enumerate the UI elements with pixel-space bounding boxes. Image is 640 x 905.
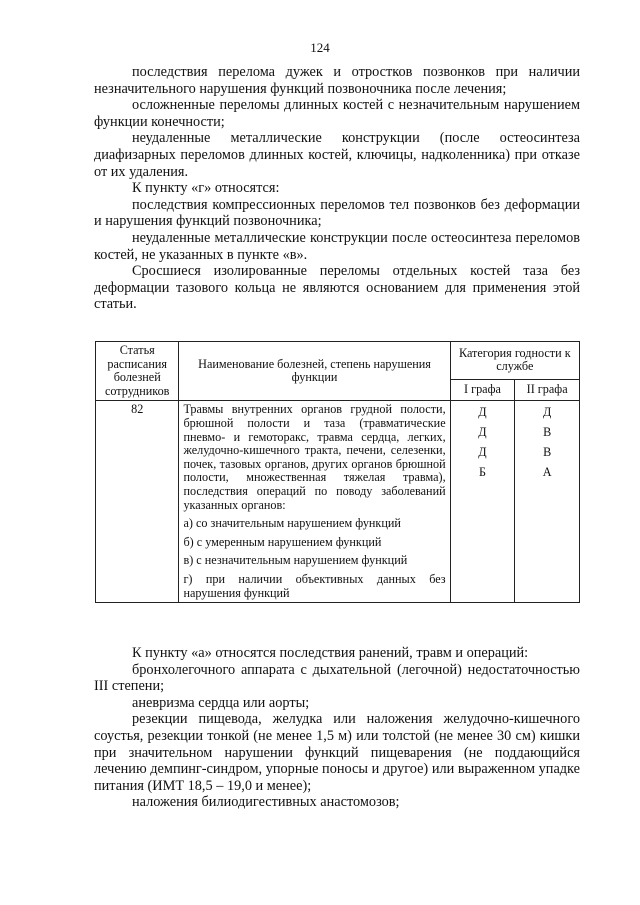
grade-cell: Д [478,405,487,420]
grade-cell: Д [478,444,487,459]
paragraph: К пункту «а» относятся последствия ранений, травм и операций: [132,645,529,661]
bottom-text-block [94,645,580,811]
subitem-v: в) с незначительным нарушением функций [183,553,408,568]
header-column-2: II графа [515,379,580,401]
paragraph: резекции пищевода, желудка или наложения желудочно-кишечного соустья, резекции тонкой (не менее 1,5 м) или толстой (не менее 30 см) кишки при значительном нарушении функций пищеварения (не поддающийся лечению демпинг-синдром, упорные поносы и другое) или выраженном упадке питания (ИМТ 18,5 – 19,0 и менее); [94,711,580,794]
header-article: Статья расписания болезней сотрудников [96,342,179,401]
grade-cell: Б [478,464,486,479]
subitem-g: г) при наличии объективных данных без нарушения функций [183,571,446,600]
column-2-grades [515,401,580,603]
disease-description: Травмы внутренних органов грудной полости, брюшной полости и таза (травматические пневмо- и гемоторакс, травма сердца, легких, желудочно-кишечного тракта, печени, селезенки, почек, тазовых органов, других органов брюшной полости, множественная тяжелая травма), последствия операций по поводу заболеваний указанных органов: [183,402,446,512]
header-disease-name: Наименование болезней, степень нарушения функции [179,342,450,401]
paragraph: аневризма сердца или аорты; [132,694,310,711]
paragraph: осложненные переломы длинных костей с незначительным нарушением функции конечности; [94,97,580,130]
paragraph: последствия компрессионных переломов тел позвонков без деформации и нарушения функций позвоночника; [94,196,580,230]
grade-cell: Д [478,425,487,440]
header-fitness-category: Категория годности к службе [450,342,579,380]
grade-cell: В [543,425,552,440]
grade-cell: В [543,444,552,459]
paragraph: бронхолегочного аппарата с дыхательной (легочной) недостаточностью III степени; [94,661,580,695]
page-number: 124 [310,40,330,55]
paragraph: неудаленные металлические конструкции после остеосинтеза переломов костей, не указанных в пункте «в». [94,229,580,263]
article-number: 82 [96,401,179,603]
paragraph: К пункту «г» относятся: [132,180,280,197]
subitem-b: б) с умеренным нарушением функций [183,534,382,549]
column-1-grades [450,401,515,603]
top-text-block [94,64,580,313]
disease-schedule-table [95,341,580,603]
paragraph: последствия перелома дужек и отростков позвонков при наличии незначительного нарушения функций позвоночника после лечения; [94,64,580,97]
paragraph: Сросшиеся изолированные переломы отдельных костей таза без деформации тазового кольца не являются основанием для применения этой статьи. [94,263,580,313]
table-row [96,401,580,603]
paragraph: неудаленные металлические конструкции (после остеосинтеза диафизарных переломов длинных костей, ключицы, надколенника) при отказе от их удаления. [94,130,580,180]
grade-cell: Д [542,405,552,420]
grade-cell: А [542,464,552,479]
header-column-1: I графа [450,379,515,401]
paragraph: наложения билиодигестивных анастомозов; [132,794,400,811]
disease-description-cell [179,401,450,603]
subitem-a: а) со значительным нарушением функций [183,516,401,531]
